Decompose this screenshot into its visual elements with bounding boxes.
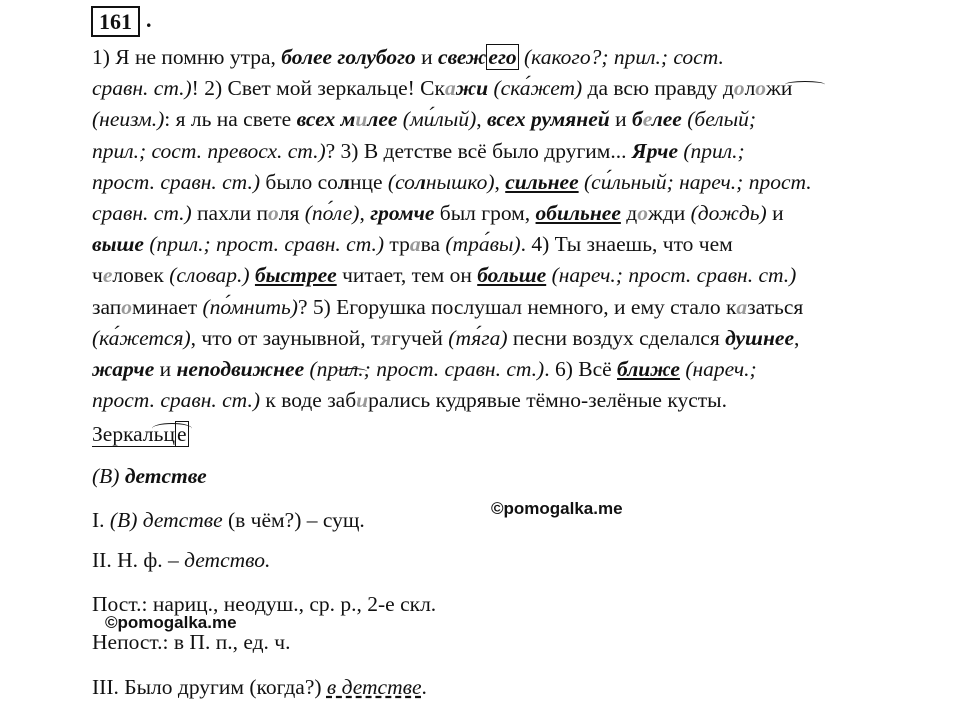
- text-segment: (ка́жется): [92, 325, 191, 350]
- text-segment: . 4) Ты знаешь, что чем: [520, 232, 733, 257]
- text-segment: свеж: [438, 45, 487, 69]
- text-segment: (со: [387, 169, 415, 194]
- text-segment: и: [356, 388, 369, 413]
- text-segment: неподвижнее: [176, 356, 305, 381]
- text-segment: . 6) Всё: [544, 356, 618, 381]
- text-segment: (нареч.;: [679, 356, 757, 381]
- text-segment: о: [121, 294, 133, 319]
- text-segment: (белый;: [681, 107, 757, 132]
- text-segment: : я ль на свете: [164, 107, 297, 132]
- text-segment: более голубого: [281, 45, 416, 69]
- text-segment: прост. сравн. ст.): [92, 388, 260, 413]
- point-5-text: III. Было другим (когда?): [92, 675, 327, 699]
- text-line: [92, 323, 892, 354]
- text-segment: и: [355, 107, 368, 132]
- text-segment: (тра́вы): [445, 232, 521, 257]
- text-segment: , что от заунывной, т: [190, 325, 381, 350]
- text-segment: (нареч.; прост. сравн. ст.): [546, 263, 797, 288]
- text-segment: тр: [384, 232, 410, 257]
- word-parse: [92, 420, 189, 448]
- text-segment: (прил.; прост. сравн. ст.): [304, 356, 545, 381]
- text-segment: о: [733, 76, 745, 101]
- analysis-point-1: [92, 506, 365, 534]
- watermark-2: ©pomogalka.me: [105, 613, 237, 632]
- text-segment: д: [620, 200, 638, 225]
- analysis-point-3: Пост.: нариц., неодуш., ср. р., 2-е скл.: [92, 592, 437, 616]
- text-segment: выше: [92, 232, 144, 257]
- point-1-text: (в чём?) – сущ.: [222, 508, 365, 532]
- point-1-word: (В) детстве: [109, 508, 223, 532]
- text-segment: ,: [476, 107, 488, 132]
- exercise-number-dot: .: [146, 7, 152, 32]
- text-segment: и: [415, 45, 439, 69]
- text-segment: (какого?; прил.; сост.: [518, 45, 724, 69]
- text-segment: ? 3) В детстве всё было другим...: [325, 138, 632, 163]
- text-segment: и: [766, 200, 784, 225]
- text-segment: л: [337, 169, 350, 194]
- text-segment: а: [444, 76, 456, 101]
- text-segment: прост. сравн. ст.): [92, 169, 260, 194]
- root-arc-mark: [785, 81, 825, 88]
- text-segment: (неизм.): [92, 107, 165, 132]
- text-segment: минает: [132, 294, 203, 319]
- text-segment: больше: [477, 263, 547, 288]
- text-segment: зап: [92, 294, 122, 319]
- text-segment: заться: [747, 294, 804, 319]
- text-segment: лее: [367, 107, 398, 132]
- text-segment: читает, тем он: [336, 263, 478, 288]
- text-segment: (ска́жет): [488, 76, 583, 101]
- text-segment: е: [102, 263, 113, 288]
- root-arc-mark-2: [337, 368, 367, 375]
- point-2-word: детство.: [184, 548, 271, 572]
- text-segment: сравн. ст.): [92, 200, 192, 225]
- text-line: [92, 73, 892, 104]
- text-segment: ,: [793, 325, 800, 350]
- text-segment: прил.; сост. превосх. ст.): [92, 138, 326, 163]
- text-segment: жи: [766, 76, 793, 101]
- text-segment: было со: [260, 169, 338, 194]
- text-segment: сравн. ст.): [92, 76, 192, 101]
- text-segment: (дождь): [690, 200, 767, 225]
- text-segment: и: [154, 356, 177, 381]
- analysis-point-5: [92, 673, 427, 701]
- text-segment: л: [744, 76, 756, 101]
- text-segment: я: [380, 325, 392, 350]
- text-line: [92, 229, 892, 260]
- text-segment: а: [409, 232, 421, 257]
- text-segment: нышко): [425, 169, 495, 194]
- word-stem: Зеркальц: [92, 422, 175, 446]
- text-segment: жарче: [92, 356, 155, 381]
- text-segment: ч: [92, 263, 103, 288]
- text-segment: е: [642, 107, 652, 132]
- text-segment: ,: [359, 200, 371, 225]
- text-line: [92, 292, 892, 323]
- text-segment: (по́мнить): [202, 294, 298, 319]
- text-segment: к воде заб: [260, 388, 357, 413]
- text-segment: обильнее: [535, 200, 621, 225]
- case-word: детстве: [124, 464, 207, 488]
- case-label: (В): [92, 464, 120, 488]
- text-segment: 1) Я не помню утра,: [92, 45, 282, 69]
- text-line: [92, 354, 892, 385]
- exercise-number: 161: [91, 6, 140, 37]
- text-segment: и: [609, 107, 632, 132]
- text-segment: (прил.;: [678, 138, 745, 163]
- text-line: [92, 42, 892, 73]
- text-segment: Ярче: [631, 138, 678, 163]
- text-segment: о: [267, 200, 279, 225]
- text-segment: громче: [370, 200, 435, 225]
- text-segment: ближе: [617, 356, 680, 381]
- text-segment: рались кудрявые тёмно-зелёные кусты.: [368, 388, 727, 413]
- text-segment: лее: [651, 107, 682, 132]
- text-segment: сильнее: [505, 169, 579, 194]
- text-segment: пахли п: [191, 200, 268, 225]
- text-line: [92, 136, 892, 167]
- text-segment: (си́льный; нареч.; прост.: [578, 169, 812, 194]
- text-segment: душнее: [725, 325, 794, 350]
- exercise-text: [92, 42, 892, 416]
- text-segment: всех м: [296, 107, 356, 132]
- text-segment: быстрее: [254, 263, 337, 288]
- analysis-point-2: [92, 546, 270, 574]
- point-5-word: в детстве: [326, 675, 422, 699]
- text-line: [92, 167, 892, 198]
- text-segment: о: [637, 200, 648, 225]
- text-segment: ля: [278, 200, 305, 225]
- text-segment: всех румяней: [487, 107, 610, 132]
- text-segment: а: [736, 294, 748, 319]
- text-segment: (словар.): [169, 263, 250, 288]
- text-line: [92, 260, 892, 291]
- text-segment: был гром,: [434, 200, 536, 225]
- text-segment: л: [414, 169, 426, 194]
- text-segment: ловек: [112, 263, 170, 288]
- text-segment: жди: [647, 200, 691, 225]
- text-segment: б: [631, 107, 643, 132]
- point-1-number: I.: [92, 508, 110, 532]
- text-segment: жи: [455, 76, 489, 101]
- text-segment: да всю правду д: [582, 76, 734, 101]
- text-segment: о: [755, 76, 767, 101]
- text-segment: ? 5) Егорушка послушал немного, и ему стало к: [297, 294, 737, 319]
- text-segment: ! 2) Свет мой зеркальце! Ск: [191, 76, 445, 101]
- text-segment: (ми́лый): [397, 107, 477, 132]
- text-line: [92, 104, 892, 135]
- text-segment: его: [488, 45, 517, 69]
- point-5-dot: .: [421, 675, 427, 699]
- text-segment: ва: [420, 232, 446, 257]
- case-heading: [92, 462, 207, 490]
- text-segment: (тя́га): [448, 325, 508, 350]
- word-ending: е: [176, 422, 187, 446]
- text-segment: (по́ле): [304, 200, 360, 225]
- text-segment: ,: [494, 169, 506, 194]
- point-2-text: II. Н. ф. –: [92, 548, 185, 572]
- text-line: [92, 198, 892, 229]
- text-segment: песни воздух сделался: [507, 325, 726, 350]
- watermark: ©pomogalka.me: [491, 499, 623, 518]
- text-segment: гучей: [391, 325, 449, 350]
- text-segment: нце: [349, 169, 388, 194]
- text-segment: (прил.; прост. сравн. ст.): [143, 232, 385, 257]
- text-line: [92, 385, 892, 416]
- analysis-point-4: Непост.: в П. п., ед. ч.: [92, 630, 291, 654]
